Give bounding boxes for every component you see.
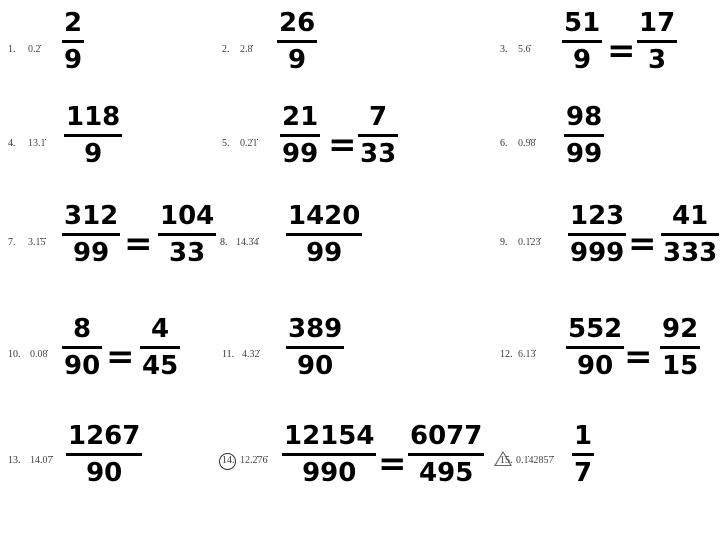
simplified-fraction	[661, 203, 719, 266]
decimal-value: 3.1̇5̇	[28, 237, 46, 248]
fraction-answer	[62, 316, 102, 379]
numerator: 8	[73, 314, 92, 344]
simplified-fraction	[408, 423, 484, 486]
equals-sign: =	[628, 224, 657, 264]
denominator: 33	[360, 139, 397, 169]
denominator: 9	[288, 45, 307, 75]
decimal-value: 14.07̇	[30, 455, 53, 466]
decimal-value: 2.8̇	[240, 44, 253, 55]
fraction-answer	[286, 316, 344, 379]
problem-number: 9.	[500, 237, 508, 248]
problem-number: 12.	[500, 349, 513, 360]
denominator: 9	[64, 45, 83, 75]
simplified-fraction	[660, 316, 700, 379]
decimal-value: 0.2̇	[28, 44, 41, 55]
numerator: 26	[279, 8, 316, 38]
denominator: 990	[302, 458, 357, 488]
decimal-value: 6.13̇	[518, 349, 536, 360]
problem-number: 8.	[220, 237, 228, 248]
problem-number: 6.	[500, 138, 508, 149]
numerator: 2	[64, 8, 83, 38]
numerator: 6077	[410, 421, 483, 451]
numerator: 21	[282, 102, 319, 132]
problem-number: 15.	[500, 455, 513, 466]
equals-sign: =	[124, 224, 153, 264]
decimal-value: 4.32̇	[242, 349, 260, 360]
numerator: 7	[369, 102, 388, 132]
problem-number: 10.	[8, 349, 21, 360]
equals-sign: =	[624, 337, 653, 377]
fraction-answer	[282, 423, 376, 486]
numerator: 123	[570, 201, 625, 231]
equals-sign: =	[106, 337, 135, 377]
fraction-answer	[62, 203, 120, 266]
fraction-answer	[277, 10, 317, 73]
decimal-value: 0.2̇1̇	[240, 138, 258, 149]
problem-number: 1.	[8, 44, 16, 55]
equals-sign: =	[607, 31, 636, 71]
decimal-value: 5.6̇	[518, 44, 531, 55]
numerator: 41	[672, 201, 709, 231]
fraction-answer	[62, 10, 84, 73]
numerator: 1	[574, 421, 593, 451]
numerator: 312	[64, 201, 119, 231]
numerator: 1420	[288, 201, 361, 231]
fraction-answer	[66, 423, 142, 486]
denominator: 99	[73, 238, 110, 268]
fraction-answer	[562, 10, 602, 73]
numerator: 98	[566, 102, 603, 132]
fraction-answer	[64, 104, 122, 167]
denominator: 90	[297, 351, 334, 381]
decimal-value: 0.1̇42857̇	[516, 455, 554, 466]
decimal-value: 0.1̇23̇	[518, 237, 541, 248]
simplified-fraction	[158, 203, 216, 266]
decimal-value: 0.9̇8̇	[518, 138, 536, 149]
numerator: 389	[288, 314, 343, 344]
denominator: 90	[86, 458, 123, 488]
numerator: 4	[151, 314, 170, 344]
denominator: 90	[577, 351, 614, 381]
numerator: 552	[568, 314, 623, 344]
decimal-value: 13.1̇	[28, 138, 46, 149]
fraction-answer	[280, 104, 320, 167]
denominator: 45	[142, 351, 179, 381]
denominator: 33	[169, 238, 206, 268]
denominator: 15	[662, 351, 699, 381]
numerator: 51	[564, 8, 601, 38]
fraction-answer	[568, 203, 626, 266]
simplified-fraction	[358, 104, 398, 167]
denominator: 99	[566, 139, 603, 169]
denominator: 9	[573, 45, 592, 75]
denominator: 999	[570, 238, 625, 268]
numerator: 1267	[68, 421, 141, 451]
equals-sign: =	[378, 444, 407, 484]
problem-number: 5.	[222, 138, 230, 149]
numerator: 92	[662, 314, 699, 344]
fraction-answer	[566, 316, 624, 379]
problem-number: 7.	[8, 237, 16, 248]
problem-number: 13.	[8, 455, 21, 466]
numerator: 12154	[284, 421, 375, 451]
denominator: 9	[84, 139, 103, 169]
simplified-fraction	[140, 316, 180, 379]
denominator: 99	[282, 139, 319, 169]
decimal-value: 14.3̇4̇	[236, 237, 259, 248]
fraction-answer	[564, 104, 604, 167]
numerator: 118	[66, 102, 121, 132]
decimal-value: 12.2̇76̇	[240, 455, 268, 466]
denominator: 99	[306, 238, 343, 268]
denominator: 7	[574, 458, 593, 488]
decimal-value: 0.08̇	[30, 349, 48, 360]
problem-number: 14.	[222, 455, 235, 466]
problem-number: 11.	[222, 349, 235, 360]
fraction-answer	[286, 203, 362, 266]
simplified-fraction	[637, 10, 677, 73]
denominator: 495	[419, 458, 474, 488]
problem-number: 4.	[8, 138, 16, 149]
denominator: 90	[64, 351, 101, 381]
denominator: 3	[648, 45, 667, 75]
numerator: 17	[639, 8, 676, 38]
fraction-answer	[572, 423, 594, 486]
problem-number: 3.	[500, 44, 508, 55]
denominator: 333	[663, 238, 718, 268]
numerator: 104	[160, 201, 215, 231]
problem-number: 2.	[222, 44, 230, 55]
equals-sign: =	[328, 125, 357, 165]
